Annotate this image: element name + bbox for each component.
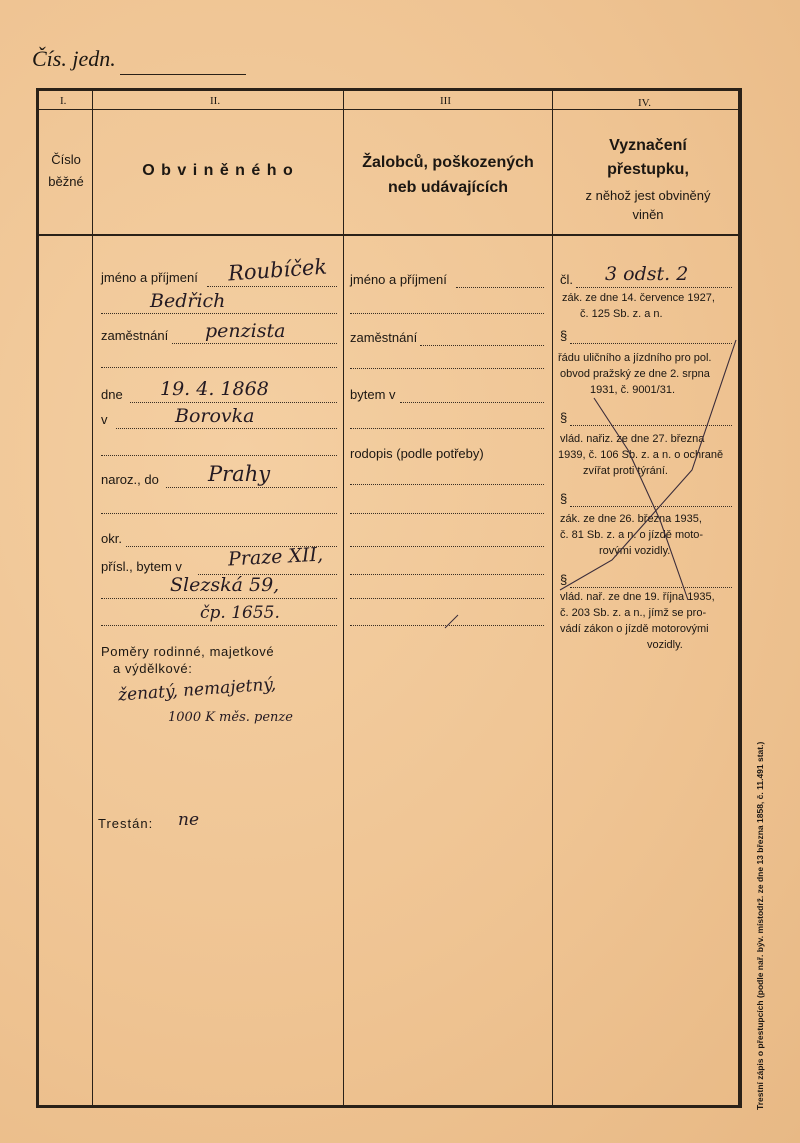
accused-family-label-2: a výdělkové:	[113, 661, 193, 676]
law3-line3: zvířat proti týrání.	[583, 465, 668, 477]
column-4-title-line2: přestupku,	[607, 161, 689, 178]
accused-family-handwritten-2: 1000 K měs. penze	[168, 710, 293, 725]
law4-line3: rovými vozidly.	[599, 545, 671, 557]
accused-district-label: okr.	[101, 531, 122, 546]
accused-residence-handwritten-3: čp. 1655.	[200, 603, 280, 623]
case-number-label: Čís. jedn.	[32, 46, 116, 71]
law2-line1: řádu uličního a jízdního pro pol.	[558, 352, 712, 364]
complainant-name-label: jméno a příjmení	[350, 272, 447, 287]
column-2-title: O b v i n ě n é h o	[142, 162, 294, 179]
law4-paragraph-sign: §	[560, 491, 568, 506]
law5-line1: vlád. nař. ze dne 19. října 1935,	[560, 591, 715, 603]
accused-convicted-handwritten: ne	[178, 810, 200, 830]
accused-firstname-handwritten: Bedřich	[150, 290, 226, 312]
accused-occupation-handwritten: penzista	[205, 320, 286, 342]
law3-line1: vlád. nařiz. ze dne 27. března	[560, 433, 705, 445]
column-2-number: II.	[210, 95, 221, 107]
law1-line1: zák. ze dne 14. července 1927,	[562, 292, 715, 304]
law2-line3: 1931, č. 9001/31.	[590, 384, 676, 396]
offense-article-handwritten: 3 odst. 2	[605, 263, 689, 285]
complainant-pedigree-label: rodopis (podle potřeby)	[350, 446, 484, 461]
accused-born-label: naroz., do	[101, 472, 159, 487]
accused-birth-date-handwritten: 19. 4. 1868	[160, 378, 269, 400]
accused-in-label: v	[101, 412, 108, 427]
complainant-residence-label: bytem v	[350, 387, 396, 402]
column-3-number: III	[440, 95, 451, 107]
column-1-number: I.	[60, 95, 67, 107]
form-side-note: Trestní zápis o přestupcích (podle nař. býv. místodrž. ze dne 13 března 1858, č. 11.491 stat.)	[755, 741, 765, 1110]
law5-line2: č. 203 Sb. z. a n., jímž se pro-	[560, 607, 707, 619]
accused-family-label-1: Poměry rodinné, majetkové	[101, 644, 275, 659]
column-4-subtitle-line1: z něhož jest obviněný	[585, 188, 711, 203]
strike-line-diagonal	[560, 340, 736, 590]
law4-line2: č. 81 Sb. z. a n. o jízdě moto-	[560, 529, 704, 541]
law5-line4: vozidly.	[647, 639, 683, 651]
stray-pen-mark	[445, 615, 458, 628]
accused-residence-handwritten-1: Praze XII,	[227, 543, 324, 571]
accused-residence-handwritten-2: Slezská 59,	[170, 574, 280, 596]
law1-line2: č. 125 Sb. z. a n.	[580, 308, 663, 320]
strike-line-cross	[594, 398, 688, 600]
accused-residence-label: přísl., bytem v	[101, 559, 182, 574]
column-1-title-line1: Číslo	[51, 152, 81, 167]
accused-convicted-label: Trestán:	[98, 816, 154, 831]
law4-line1: zák. ze dne 26. března 1935,	[560, 513, 702, 525]
complainant-occupation-label: zaměstnání	[350, 330, 418, 345]
accused-surname-handwritten: Roubíček	[227, 254, 328, 286]
offense-article-label: čl.	[560, 272, 573, 287]
law3-paragraph-sign: §	[560, 410, 568, 425]
law5-paragraph-sign: §	[560, 572, 568, 587]
column-4-subtitle-line2: viněn	[632, 207, 664, 222]
law5-line3: vádí zákon o jízdě motorovými	[560, 623, 709, 635]
law3-line2: 1939, č. 106 Sb. z. a n. o ochraně	[558, 449, 724, 461]
column-4-title-line1: Vyznačení	[609, 137, 687, 154]
law2-line2: obvod pražský ze dne 2. srpna	[560, 368, 710, 380]
accused-date-label: dne	[101, 387, 123, 402]
accused-born-handwritten: Prahy	[208, 462, 271, 486]
column-3-title-line2: neb udávajících	[387, 179, 509, 196]
column-3-title-line1: Žalobců, poškozených	[362, 154, 534, 171]
accused-family-handwritten-1: ženatý, nemajetný,	[117, 674, 277, 706]
column-1-title-line2: běžné	[48, 174, 84, 189]
law2-paragraph-sign: §	[560, 328, 568, 343]
accused-birthplace-handwritten: Borovka	[175, 405, 255, 427]
accused-name-label: jméno a příjmení	[101, 270, 198, 285]
accused-occupation-label: zaměstnání	[101, 328, 169, 343]
column-4-number: IV.	[638, 97, 651, 109]
